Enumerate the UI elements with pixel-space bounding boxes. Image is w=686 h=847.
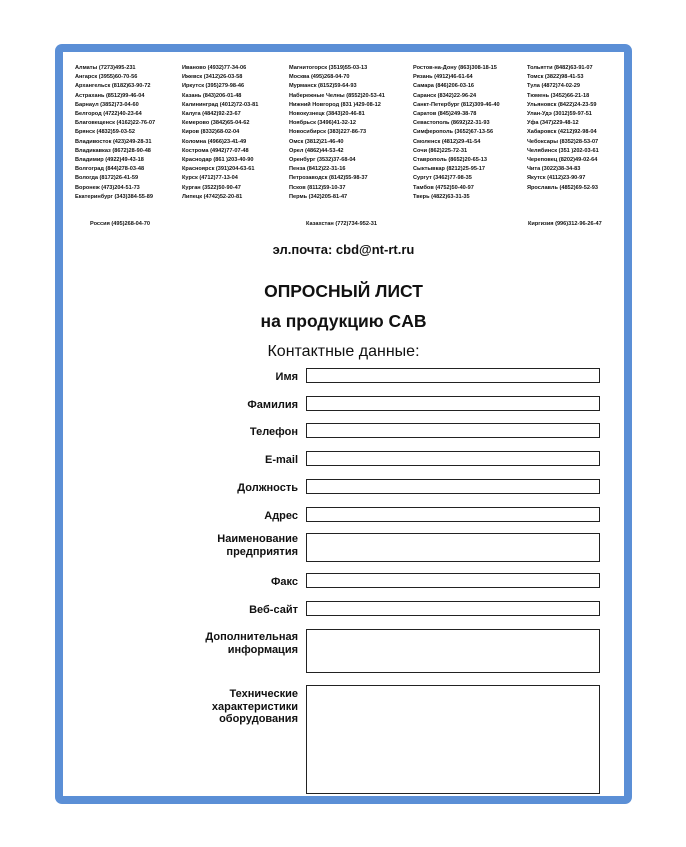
company-label bbox=[168, 533, 298, 558]
contact-section-title: Контактные данные: bbox=[267, 343, 420, 360]
office-entry: Омск (3812)21-46-40 bbox=[289, 138, 344, 145]
office-entry: Чита (3022)38-34-83 bbox=[527, 166, 581, 173]
offices-column-4 bbox=[413, 64, 525, 202]
document-frame bbox=[55, 44, 632, 804]
phone-field[interactable] bbox=[306, 423, 600, 438]
offices-column-3 bbox=[289, 64, 401, 202]
office-entry: Барнаул (3852)73-04-60 bbox=[75, 101, 139, 108]
office-entry: Ижевск (3412)26-03-58 bbox=[182, 74, 243, 81]
office-entry: Ангарск (3955)60-70-56 bbox=[75, 74, 138, 81]
office-entry: Улан-Удэ (3012)59-97-51 bbox=[527, 111, 592, 118]
office-entry: Астрахань (8512)99-46-04 bbox=[75, 92, 145, 99]
office-entry: Набережные Челны (8552)20-53-41 bbox=[289, 92, 385, 99]
office-entry: Саранск (8342)22-96-24 bbox=[413, 92, 477, 99]
office-entry: Краснодар (861 )203-40-90 bbox=[182, 157, 254, 164]
name-label: Имя bbox=[275, 371, 298, 383]
office-entry: Челябинск (351 )202-03-61 bbox=[527, 147, 599, 154]
office-entry: Владикавказ (8672)28-90-48 bbox=[75, 147, 151, 154]
office-entry: Вологда (8172)26-41-59 bbox=[75, 175, 139, 182]
office-entry: Севастополь (8692)22-31-93 bbox=[413, 120, 490, 127]
office-entry: Владимир (4922)49-43-18 bbox=[75, 157, 144, 164]
fax-label: Факс bbox=[271, 576, 298, 588]
office-kyrgyzstan: Киргизия (996)312-96-26-47 bbox=[528, 221, 602, 227]
office-entry: Якутск (4112)23-90-97 bbox=[527, 175, 586, 182]
office-entry: Ставрополь (8652)20-65-13 bbox=[413, 157, 487, 164]
office-entry: Тюмень (3452)66-21-18 bbox=[527, 92, 590, 99]
office-entry: Ярославль (4852)69-52-93 bbox=[527, 184, 599, 191]
office-entry: Нижний Новгород (831 )429-08-12 bbox=[289, 101, 381, 108]
office-entry: Тверь (4822)63-31-35 bbox=[413, 193, 470, 200]
office-entry: Волгоград (844)278-03-48 bbox=[75, 166, 145, 173]
additional-info-field[interactable] bbox=[306, 629, 600, 673]
office-entry: Сургут (3462)77-98-35 bbox=[413, 175, 472, 182]
office-entry: Курск (4712)77-13-04 bbox=[182, 175, 238, 182]
specs-label-line: оборудования bbox=[219, 713, 298, 725]
office-entry: Липецк (4742)52-20-81 bbox=[182, 193, 243, 200]
office-entry: Санкт-Петербург (812)309-46-40 bbox=[413, 101, 500, 108]
office-entry: Самара (846)206-03-16 bbox=[413, 83, 475, 90]
email-field[interactable] bbox=[306, 451, 600, 466]
office-entry: Иркутск (395)279-98-46 bbox=[182, 83, 245, 90]
office-entry: Брянск (4832)59-03-52 bbox=[75, 129, 136, 136]
surname-field[interactable] bbox=[306, 396, 600, 411]
office-kazakhstan: Казахстан (772)734-952-31 bbox=[306, 221, 378, 227]
office-entry: Оренбург (3532)37-68-04 bbox=[289, 157, 356, 164]
office-entry: Новокузнецк (3843)20-46-81 bbox=[289, 111, 365, 118]
offices-column-2 bbox=[182, 64, 294, 202]
specs-label-line: Технические bbox=[229, 688, 298, 700]
email-label: E-mail bbox=[264, 454, 298, 466]
office-entry: Курган (3522)50-90-47 bbox=[182, 184, 241, 191]
office-entry: Кемерово (3842)65-04-62 bbox=[182, 120, 250, 127]
name-field[interactable] bbox=[306, 368, 600, 383]
office-entry: Мурманск (8152)59-64-93 bbox=[289, 83, 357, 90]
office-entry: Томск (3822)98-41-53 bbox=[527, 74, 584, 81]
office-entry: Симферополь (3652)67-13-56 bbox=[413, 129, 494, 136]
office-entry: Орел (4862)44-53-42 bbox=[289, 147, 344, 154]
specs-label-line: характеристики bbox=[211, 700, 298, 713]
office-entry: Киров (8332)68-02-04 bbox=[182, 129, 240, 136]
office-entry: Благовещенск (4162)22-76-07 bbox=[75, 120, 156, 127]
office-entry: Тула (4872)74-02-29 bbox=[527, 83, 581, 90]
office-entry: Архангельск (8182)63-90-72 bbox=[75, 83, 151, 90]
fax-field[interactable] bbox=[306, 573, 600, 588]
document-subtitle: на продукцию CAB bbox=[260, 311, 427, 331]
office-entry: Алматы (7273)495-231 bbox=[75, 65, 136, 71]
office-russia: Россия (495)268-04-70 bbox=[90, 221, 150, 227]
address-label: Адрес bbox=[264, 510, 298, 522]
offices-contact-list bbox=[75, 64, 615, 216]
offices-column-5 bbox=[527, 64, 639, 193]
office-entry: Сочи (862)225-72-31 bbox=[413, 147, 468, 154]
address-field[interactable] bbox=[306, 507, 600, 522]
office-entry: Хабаровск (4212)92-98-04 bbox=[527, 129, 597, 136]
office-entry: Ноябрьск (3496)41-32-12 bbox=[289, 120, 356, 127]
office-entry: Казань (843)206-01-48 bbox=[182, 92, 242, 99]
office-entry: Псков (8112)59-10-37 bbox=[289, 184, 346, 191]
website-label: Веб-сайт bbox=[249, 604, 298, 616]
questionnaire-sheet bbox=[63, 52, 624, 796]
office-entry: Череповец (8202)49-02-64 bbox=[527, 157, 598, 164]
office-entry: Воронеж (473)204-51-73 bbox=[75, 184, 140, 191]
contact-email: эл.почта: cbd@nt-rt.ru bbox=[272, 242, 415, 257]
office-entry: Иваново (4932)77-34-06 bbox=[182, 65, 247, 71]
surname-label: Фамилия bbox=[247, 399, 298, 411]
office-entry: Смоленск (4812)29-41-54 bbox=[413, 138, 481, 145]
office-entry: Магнитогорск (3519)55-03-13 bbox=[289, 65, 368, 71]
office-entry: Коломна (4966)23-41-49 bbox=[182, 138, 247, 145]
office-entry: Чебоксары (8352)28-53-07 bbox=[527, 138, 599, 145]
office-entry: Сыктывкар (8212)25-95-17 bbox=[413, 166, 486, 173]
position-field[interactable] bbox=[306, 479, 600, 494]
additional-info-label-line: информация bbox=[227, 643, 298, 656]
office-entry: Саратов (845)249-38-78 bbox=[413, 111, 477, 118]
office-entry: Белгород (4722)40-23-64 bbox=[75, 111, 142, 118]
office-entry: Калуга (4842)92-23-67 bbox=[182, 111, 241, 118]
additional-info-label bbox=[168, 631, 298, 656]
office-entry: Уфа (347)229-48-12 bbox=[527, 120, 579, 127]
office-entry: Пенза (8412)22-31-16 bbox=[289, 166, 346, 173]
office-entry: Новосибирск (383)227-86-73 bbox=[289, 129, 367, 136]
office-entry: Тольятти (8482)63-91-07 bbox=[527, 65, 593, 71]
office-entry: Тамбов (4752)50-40-97 bbox=[413, 184, 474, 191]
office-entry: Рязань (4912)46-61-64 bbox=[413, 74, 473, 81]
website-field[interactable] bbox=[306, 601, 600, 616]
office-entry: Красноярск (391)204-63-61 bbox=[182, 166, 255, 173]
company-label-line: предприятия bbox=[226, 545, 298, 558]
additional-info-label-line: Дополнительная bbox=[205, 631, 298, 643]
position-label: Должность bbox=[237, 482, 298, 494]
office-entry: Владивосток (423)249-28-31 bbox=[75, 138, 152, 145]
company-label-line: Наименование bbox=[217, 533, 298, 545]
specs-field[interactable] bbox=[306, 685, 600, 794]
document-title: ОПРОСНЫЙ ЛИСТ bbox=[264, 281, 423, 301]
office-entry: Пермь (342)205-81-47 bbox=[289, 193, 348, 200]
office-entry: Москва (495)268-04-70 bbox=[289, 74, 350, 81]
phone-label: Телефон bbox=[249, 426, 298, 438]
office-entry: Екатеринбург (343)384-55-89 bbox=[75, 193, 154, 200]
office-entry: Ростов-на-Дону (863)308-18-15 bbox=[413, 65, 497, 71]
office-entry: Калининград (4012)72-03-81 bbox=[182, 101, 259, 108]
office-entry: Петрозаводск (8142)55-98-37 bbox=[289, 175, 368, 182]
company-field[interactable] bbox=[306, 533, 600, 562]
office-entry: Кострома (4942)77-07-48 bbox=[182, 147, 249, 154]
office-entry: Ульяновск (8422)24-23-59 bbox=[527, 101, 597, 108]
offices-column-1 bbox=[75, 64, 187, 202]
specs-label bbox=[168, 688, 298, 726]
